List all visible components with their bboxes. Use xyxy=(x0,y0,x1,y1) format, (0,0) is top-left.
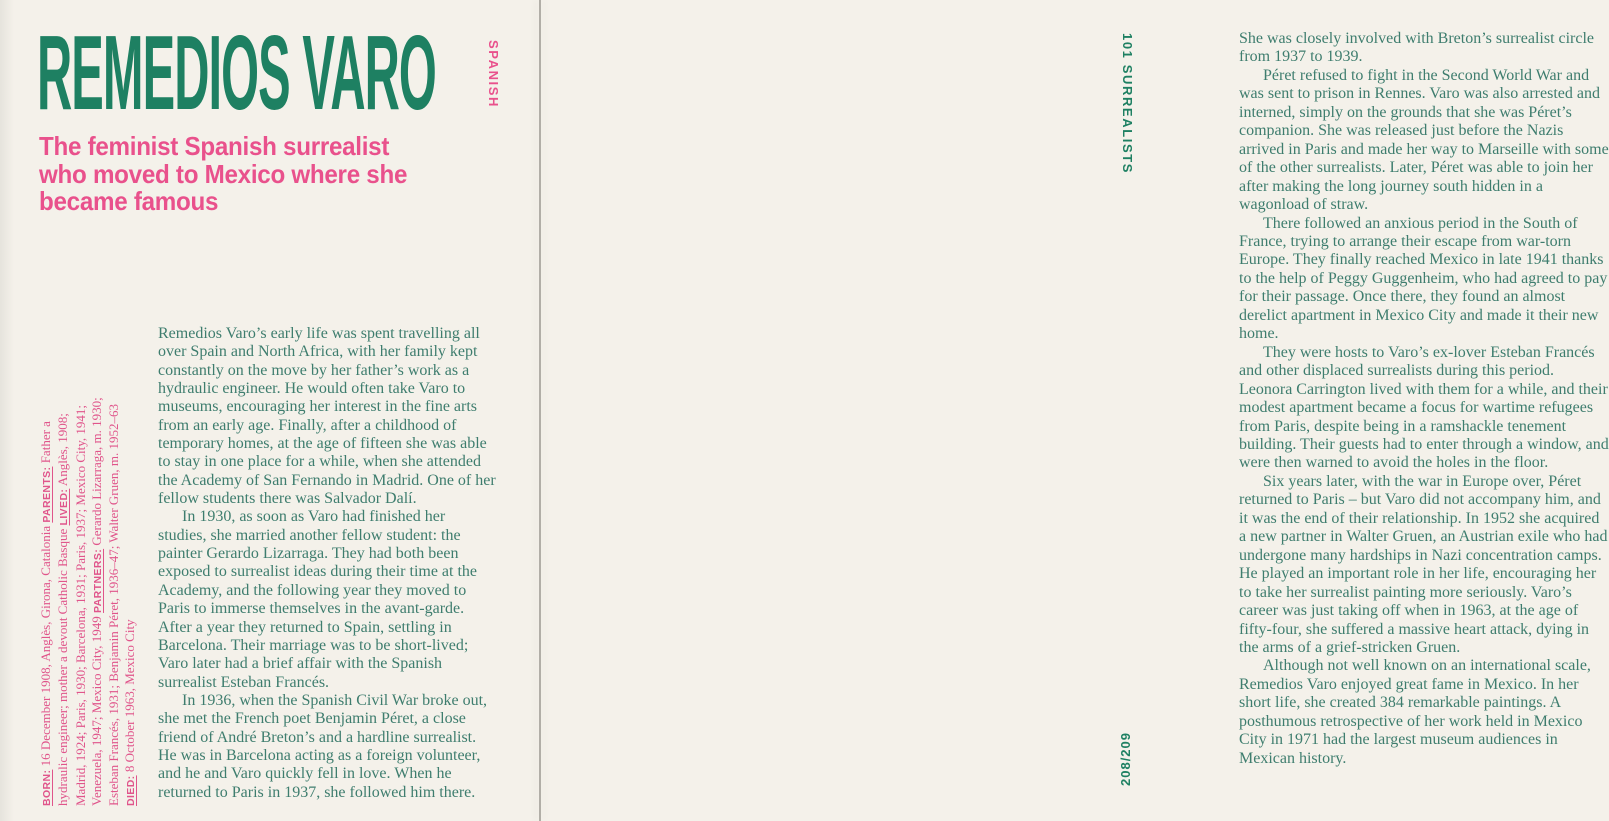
nationality-tab: SPANISH xyxy=(486,40,501,109)
subtitle-line-1: The feminist Spanish surrealist xyxy=(39,131,390,161)
left-body-column xyxy=(158,325,496,802)
paragraph: Although not well known on an international scale, Remedios Varo enjoyed great fame in Mexico. In her short life, she created 384 remarkable paintings. A posthumous retrospective of her work held in Mexico City in 1971 had the largest museum audiences in Mexican history. xyxy=(1239,657,1591,767)
bio-label-partners: PARTNERS: xyxy=(91,548,104,613)
paragraph: In 1930, as soon as Varo had finished her studies, she married another fellow student: the painter Gerardo Lizarraga. They had both been exposed to surrealist ideas during their time at the Academy, and the following year they moved to Paris to immerse themselves in the avant-garde. After a year they returned to Spain, settling in Barcelona. Their marriage was to be short-lived; Varo later had a brief affair with the Spanish surrealist Esteban Francés. xyxy=(158,508,478,691)
biography-sidebar xyxy=(38,382,138,806)
page-title: REMEDIOS VARO xyxy=(37,14,436,132)
left-page xyxy=(0,0,539,821)
paragraph: There followed an anxious period in the South of France, trying to arrange their escape from war-torn Europe. They finally reached Mexico in late 1941 thanks to the help of Peggy Guggenheim, who had agreed to pay for their passage. Once there, they found an almost derelict apartment in Mexico City and made it their new home. xyxy=(1239,214,1608,343)
bio-label-born: BORN: xyxy=(41,769,53,806)
bio-text-parents: Father a hydraulic engineer; mother a devout Catholic Basque xyxy=(38,421,71,806)
bio-label-parents: PARENTS: xyxy=(41,466,53,523)
paragraph: Remedios Varo’s early life was spent travelling all over Spain and North Africa, with her family kept constantly on the move by her father’s work as a hydraulic engineer. He would often take Varo to museums, encouraging her interest in the fine arts from an early age. Finally, after a childhood of temporary homes, at the age of fifteen she was able to stay in one place for a while, when she attended the Academy of San Fernando in Madrid. One of her fellow students there was Salvador Dalí. xyxy=(158,325,496,508)
right-body-column xyxy=(1239,30,1609,768)
subtitle-line-2: who moved to Mexico where she xyxy=(39,158,408,189)
bio-label-died: DIED: xyxy=(125,775,138,806)
bio-text-born: 16 December 1908, Anglès, Girona, Catalonia xyxy=(38,522,53,770)
page-subtitle xyxy=(39,133,407,216)
bio-label-lived: LIVED: xyxy=(58,488,71,526)
paragraph: Péret refused to fight in the Second World War and was sent to prison in Rennes. Varo was also arrested and interned, simply on the grounds that she was Péret’s companion. She was released just before the Nazis arrived in Paris and made her way to Marseille with some of the other surrealists. Later, Péret was able to join her after making the long journey south hidden in a wagonload of straw. xyxy=(1239,66,1609,214)
subtitle-line-3: became famous xyxy=(39,186,219,216)
right-page xyxy=(541,0,1609,821)
paragraph: They were hosts to Varo’s ex-lover Esteban Francés and other displaced surrealists during this period. Leonora Carrington lived with them for a while, and their modest apartment became a focus for wartime refugees from Paris, despite being in a ramshackle tenement building. Their guests had to enter through a window, and were then warned to avoid the holes in the floor. xyxy=(1239,343,1609,472)
paragraph: In 1936, when the Spanish Civil War broke out, she met the French poet Benjamin Péret, a close friend of André Breton’s and a hardline surrealist. He was in Barcelona acting as a foreign volunteer, and he and Varo quickly fell in love. When he returned to Paris in 1937, she followed him there. xyxy=(158,691,488,801)
page-number: 208/209 xyxy=(1118,732,1133,786)
bio-text-died: 8 October 1963, Mexico City xyxy=(122,619,138,776)
book-title-tab: 101 SURREALISTS xyxy=(1120,33,1135,175)
bio-text-lived: Anglès, 1908; Madrid, 1924; Paris, 1930; Barcelona, 1931; Paris, 1937; Mexico City, 1941; Venezuela, 1947; Mexico City, 1949 xyxy=(55,404,104,806)
paragraph: Six years later, with the war in Europe over, Péret returned to Paris – but Varo did not accompany him, and it was the end of their relationship. In 1952 she acquired a new partner in Walter Gruen, an Austrian exile who had undergone many hardships in Nazi concentration camps. He played an important role in her life, encouraging her to take her surrealist painting more seriously. Varo’s career was just taking off when in 1963, at the age of fifty-four, she suffered a massive heart attack, dying in the arms of a grief-stricken Gruen. xyxy=(1239,472,1608,656)
paragraph: She was closely involved with Breton’s surrealist circle from 1937 to 1939. xyxy=(1239,30,1595,66)
bio-text-partners: Gerardo Lizarraga, m. 1930; Esteban Francés, 1931; Benjamin Péret, 1936–47; Walter Gruen, m. 1952–63 xyxy=(88,397,122,806)
